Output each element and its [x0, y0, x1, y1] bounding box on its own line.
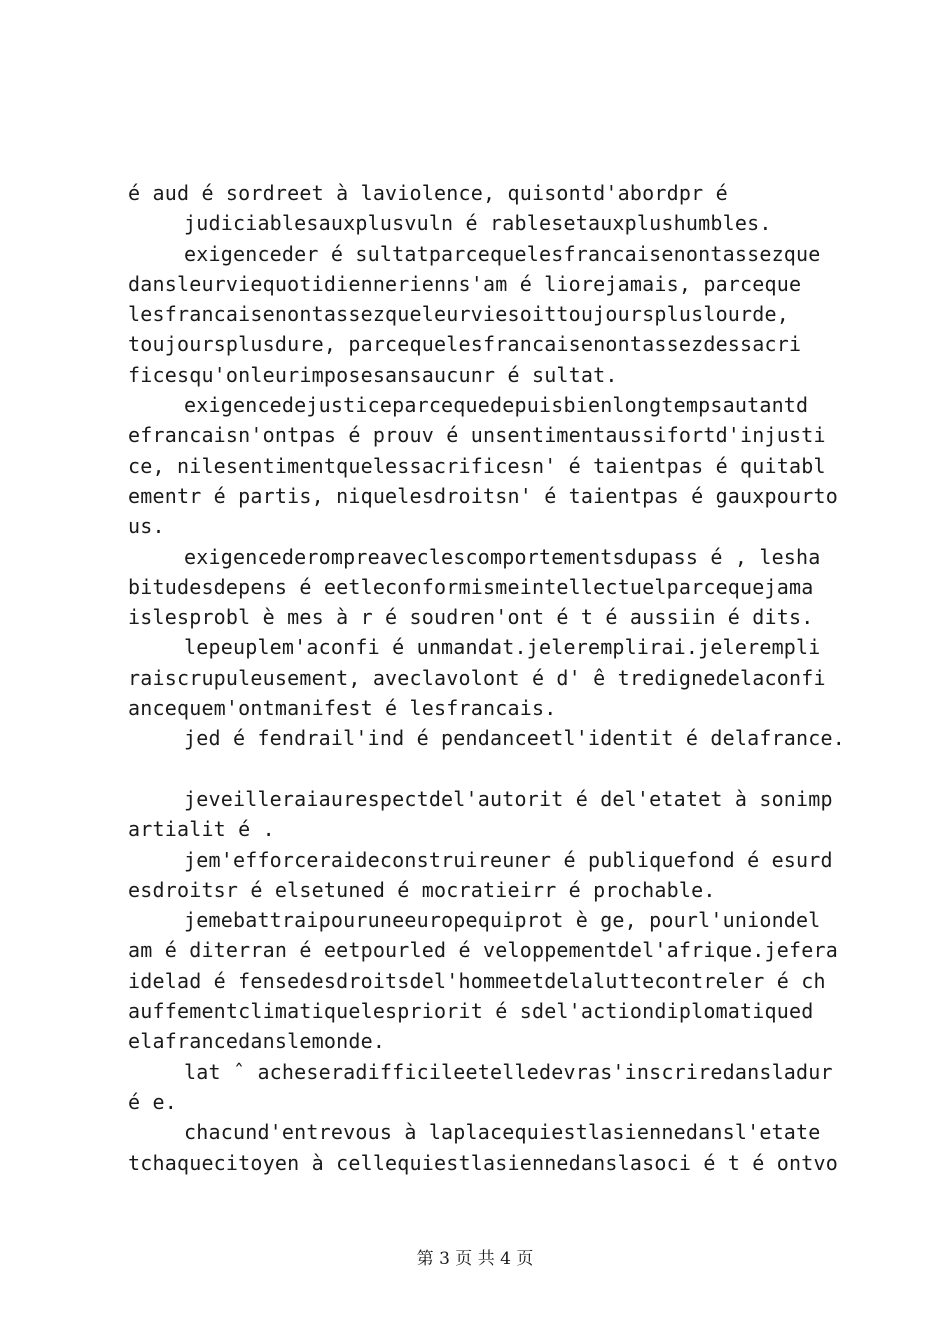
- text-line: exigencederompreaveclescomportementsdupass é , lesha: [184, 544, 821, 569]
- text-line: ancequem'ontmanifest é lesfrancais.: [128, 696, 557, 721]
- text-line: efrancaisn'ontpas é prouv é unsentimentaussifortd'injusti: [128, 423, 826, 448]
- text-line: lat ˆ acheseradifficileetelledevras'inscriredansladur: [184, 1059, 833, 1084]
- text-line: jem'efforceraideconstruireuner é publiquefond é esurd: [184, 847, 833, 872]
- text-line: chacund'entrevous à laplacequiestlasiennedansl'etate: [184, 1120, 821, 1145]
- text-line: judiciablesauxplusvuln é rablesetauxplushumbles.: [184, 211, 772, 236]
- text-line: esdroitsr é elsetuned é mocratieirr é prochable.: [128, 877, 716, 902]
- text-line: jemebattraipouruneeuropequiprot è ge, pourl'uniondel: [184, 908, 821, 933]
- text-line: ficesqu'onleurimposesansaucunr é sultat.: [128, 362, 618, 387]
- text-line: elafrancedanslemonde.: [128, 1029, 386, 1054]
- text-line: jed é fendrail'ind é pendanceetl'identit é delafrance.: [184, 726, 846, 751]
- text-line: é e.: [128, 1089, 177, 1114]
- text-line: am é diterran é eetpourled é veloppementdel'afrique.jefera: [128, 938, 838, 963]
- text-line: islesprobl è mes à r é soudren'ont é t é aussiin é dits.: [128, 605, 814, 630]
- text-line: [128, 754, 838, 784]
- text-line: ementr é partis, niquelesdroitsn' é taientpas é gauxpourto: [128, 483, 838, 508]
- text-line: lepeuplem'aconfi é unmandat.jeleremplirai.jelerempli: [184, 635, 821, 660]
- text-line: exigencedejusticeparcequedepuisbienlongtempsautantd: [184, 393, 809, 418]
- text-line: exigenceder é sultatparcequelesfrancaisenontassezque: [184, 241, 821, 266]
- text-line: tchaquecitoyen à cellequiestlasiennedanslasoci é t é ontvo: [128, 1150, 838, 1175]
- text-line: bitudesdepens é eetleconformismeintellectuelparcequejama: [128, 574, 814, 599]
- text-line: ce, nilesentimentquelessacrificesn' é taientpas é quitabl: [128, 453, 826, 478]
- text-line: dansleurviequotidiennerienns'am é liorejamais, parceque: [128, 271, 802, 296]
- page-footer: 第 3 页 共 4 页: [416, 1249, 534, 1269]
- text-line: artialit é .: [128, 817, 275, 842]
- text-line: idelad é fensedesdroitsdel'hommeetdelaluttecontreler é ch: [128, 968, 826, 993]
- text-line: jeveilleraiaurespectdel'autorit é del'etatet à sonimp: [184, 786, 833, 811]
- body-text: [128, 178, 846, 1178]
- text-line: é aud é sordreet à laviolence, quisontd'abordpr é: [128, 181, 728, 205]
- text-line: raiscrupuleusement, aveclavolont é d' ê tredignedelaconfi: [128, 665, 826, 690]
- text-line: toujoursplusdure, parcequelesfrancaisenontassezdessacri: [128, 332, 802, 357]
- text-line: us.: [128, 514, 165, 539]
- text-line: auffementclimatiquelespriorit é sdel'actiondiplomatiqued: [128, 999, 814, 1024]
- text-line: lesfrancaisenontassezqueleurviesoittoujourspluslourde,: [128, 302, 790, 327]
